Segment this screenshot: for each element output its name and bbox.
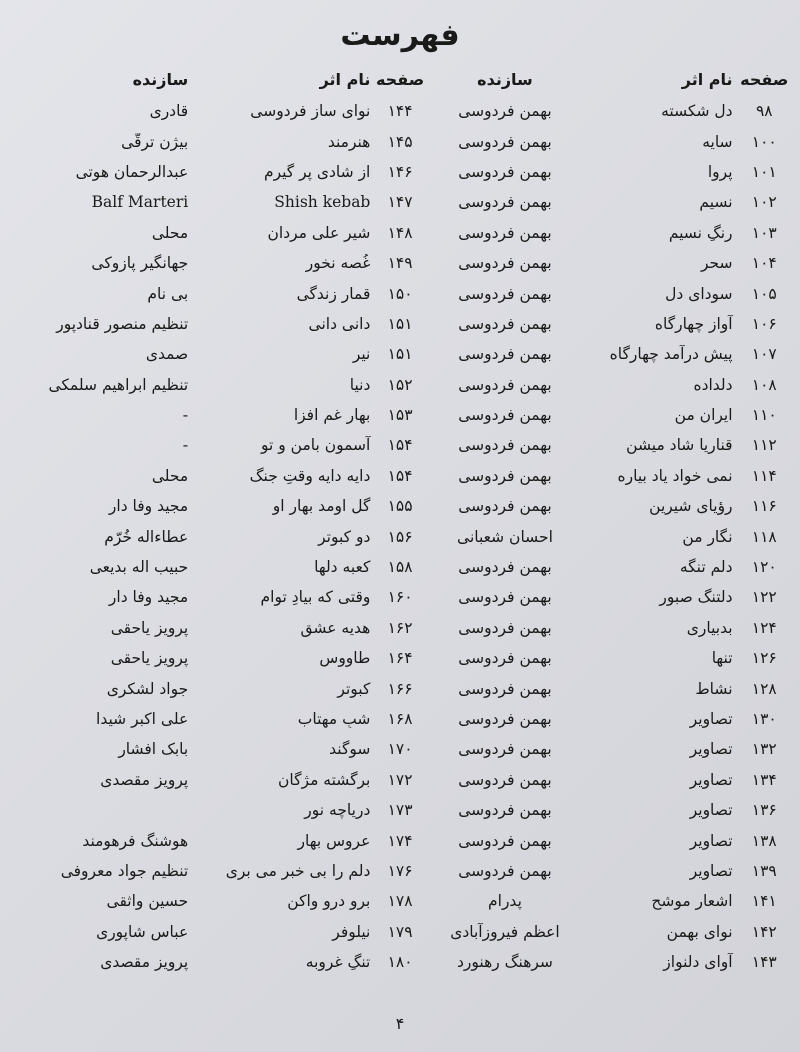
entry-name: تنها (711, 649, 733, 668)
table-header-row (20, 62, 790, 96)
entry-page: ۱۷۳ (387, 801, 413, 820)
entry-name: قناریا شاد میشن (626, 436, 733, 455)
entry-page: ۱۴۸ (387, 223, 413, 242)
entry-name: Shish kebab (274, 193, 371, 212)
entry-page: ۱۳۰ (751, 710, 777, 728)
entry-name: دلداده (693, 375, 733, 394)
entry-composer: احسان شعبانی (457, 527, 553, 546)
entry-composer: تنظیم منصور قنادپور (56, 314, 189, 333)
entry-name: نیلوفر (332, 922, 371, 941)
entry-page: ۱۲۰ (751, 558, 777, 577)
entry-name: وقتی که بیادِ توام (260, 588, 371, 607)
entry-page: ۱۴۹ (387, 254, 413, 273)
entry-name: نگار من (682, 527, 733, 546)
entry-composer: بهمن فردوسی (458, 223, 552, 242)
page-title: فهرست (340, 18, 460, 53)
table-row (20, 248, 790, 278)
entry-page: ۱۲۸ (751, 679, 777, 698)
entry-name: دلم را بی خبر می بری (225, 861, 371, 880)
entry-name: پیش درآمد چهارگاه (609, 345, 733, 364)
entry-composer: جواد لشکری (106, 679, 189, 698)
entry-page: ۱۰۶ (751, 314, 777, 333)
entry-page: ۱۴۷ (387, 193, 413, 212)
entry-name: دریاچه نور (304, 801, 371, 820)
entry-page: ۱۰۵ (751, 284, 777, 303)
table-row (20, 370, 790, 400)
entry-composer: اعظم فیروزآبادی (450, 922, 560, 941)
table-row (20, 521, 790, 551)
entry-composer: بهمن فردوسی (458, 770, 552, 789)
entry-name: نسیم (699, 193, 733, 212)
entry-page: ۱۳۸ (751, 831, 777, 850)
entry-page: ۱۶۰ (387, 588, 413, 607)
entry-page: ۱۳۲ (751, 740, 777, 759)
entry-name: دل شکسته (661, 102, 733, 121)
entry-page: ۱۵۱ (387, 314, 413, 333)
entry-name: دو کبوتر (318, 527, 371, 546)
table-row (20, 856, 790, 886)
entry-composer: بهمن فردوسی (458, 710, 552, 728)
entry-name: تصاویر (689, 801, 733, 820)
index-table (20, 62, 790, 977)
entry-name: برو درو واکن (287, 892, 371, 911)
entry-composer: بهمن فردوسی (458, 558, 552, 577)
entry-page: ۹۸ (755, 102, 773, 121)
entry-page: ۱۵۳ (387, 406, 413, 425)
entry-name: تنگِ غروبه (305, 953, 371, 972)
entry-name: پروا (707, 162, 733, 181)
entry-page: ۱۵۰ (387, 284, 413, 303)
entry-page: ۱۵۲ (387, 375, 413, 394)
entry-composer: حسین واثقی (106, 892, 189, 911)
entry-composer: بهمن فردوسی (458, 375, 552, 394)
entry-composer: بهمن فردوسی (458, 345, 552, 364)
entry-name: آواز چهارگاه (654, 314, 733, 333)
entry-name: رنگِ نسیم (668, 223, 733, 242)
entry-composer: علی اکبر شیدا (96, 710, 189, 728)
page-number: ۴ (395, 1014, 405, 1033)
entry-page: ۱۷۰ (387, 740, 413, 759)
entry-page: ۱۳۴ (751, 770, 777, 789)
entry-name: سایه (702, 132, 733, 151)
entry-name: دایه دایه وقتِ جنگ (249, 466, 371, 485)
entry-page: ۱۴۵ (387, 132, 413, 151)
entry-composer: بهمن فردوسی (458, 284, 552, 303)
table-row (20, 734, 790, 764)
table-row (20, 886, 790, 916)
entry-name: قمار زندگی (296, 284, 371, 303)
entry-page: ۱۵۴ (387, 466, 413, 485)
table-row (20, 461, 790, 491)
entry-page: ۱۵۶ (387, 527, 413, 546)
entry-page: ۱۱۴ (751, 466, 777, 485)
entry-composer: بهمن فردوسی (458, 740, 552, 759)
entry-name: سوگند (329, 740, 371, 759)
table-row (20, 795, 790, 825)
entry-name: طاووس (319, 649, 371, 668)
entry-name: آوای دلنواز (663, 953, 733, 972)
entry-composer: بهمن فردوسی (458, 679, 552, 698)
entry-composer: - (182, 406, 189, 425)
entry-page: ۱۷۹ (387, 922, 413, 941)
table-row (20, 278, 790, 308)
table-row (20, 552, 790, 582)
entry-page: ۱۵۱ (387, 345, 413, 364)
table-row (20, 430, 790, 460)
entry-page: ۱۷۶ (387, 861, 413, 880)
entry-composer: بهمن فردوسی (458, 618, 552, 637)
entry-composer: قادری (149, 102, 189, 121)
table-row (20, 187, 790, 217)
entry-name: کبوتر (337, 679, 371, 698)
entry-page: ۱۶۸ (387, 710, 413, 728)
entry-name: رؤیای شیرین (649, 497, 733, 516)
table-row (20, 157, 790, 187)
entry-composer: بهمن فردوسی (458, 861, 552, 880)
entry-name: دنیا (349, 375, 371, 394)
entry-page: ۱۴۶ (387, 162, 413, 181)
entry-composer: پرویز یاحقی (110, 649, 189, 668)
entry-composer: پرویز یاحقی (110, 618, 189, 637)
table-row (20, 339, 790, 369)
table-row (20, 126, 790, 156)
entry-composer: بهمن فردوسی (458, 193, 552, 212)
entry-name: سحر (701, 254, 733, 273)
table-body (20, 96, 790, 977)
entry-composer: پرویز مقصدی (100, 770, 189, 789)
entry-name: غُصه نخور (305, 254, 371, 273)
entry-name: نشاط (695, 679, 733, 698)
entry-composer: بهمن فردوسی (458, 406, 552, 425)
entry-name: سودای دل (665, 284, 733, 303)
entry-page: ۱۳۹ (751, 861, 777, 880)
entry-composer: پدرام (488, 892, 522, 911)
entry-composer: صمدی (145, 345, 189, 364)
header-page: صفحه (740, 69, 789, 89)
entry-name: نمی خواد یاد بیاره (617, 466, 733, 485)
entry-composer: بهمن فردوسی (458, 254, 552, 273)
entry-page: ۱۲۶ (751, 649, 777, 668)
entry-composer: عطاءاله خُرّم (104, 527, 189, 546)
entry-composer: بهمن فردوسی (458, 132, 552, 151)
entry-name: اشعار موشح (651, 892, 733, 911)
entry-name: دانی دانی (308, 314, 371, 333)
header-page: صفحه (375, 69, 425, 89)
entry-name: نوای بهمن (666, 922, 733, 941)
entry-name: شیر علی مردان (267, 223, 371, 242)
entry-composer: تنظیم جواد معروفی (60, 861, 189, 880)
entry-composer: بهمن فردوسی (458, 801, 552, 820)
table-row (20, 643, 790, 673)
entry-composer: بهمن فردوسی (458, 102, 552, 121)
entry-composer: بهمن فردوسی (458, 497, 552, 516)
entry-name: دلم تنگه (679, 558, 733, 577)
entry-page: ۱۵۸ (387, 558, 413, 577)
entry-page: ۱۶۲ (387, 618, 413, 637)
entry-name: تصاویر (689, 861, 733, 880)
entry-composer: محلی (151, 223, 189, 242)
entry-composer: بیژن ترقّی (121, 132, 189, 151)
entry-composer: بهمن فردوسی (458, 162, 552, 181)
entry-name: کعبه دلها (314, 558, 371, 577)
entry-name: نوای ساز فردوسی (250, 102, 371, 121)
table-row (20, 96, 790, 126)
table-row (20, 309, 790, 339)
header-composer: سازنده (477, 69, 533, 89)
entry-page: ۱۶۴ (387, 649, 413, 668)
entry-composer: تنظیم ابراهیم سلمکی (48, 375, 189, 394)
entry-composer: پرویز مقصدی (100, 953, 189, 972)
table-row (20, 400, 790, 430)
entry-composer: بی نام (147, 284, 189, 303)
entry-name: بدبیاری (686, 618, 733, 637)
entry-page: ۱۱۸ (751, 527, 777, 546)
entry-composer: عباس شاپوری (96, 922, 189, 941)
entry-page: ۱۵۵ (387, 497, 413, 516)
entry-composer: بهمن فردوسی (458, 436, 552, 455)
entry-name: تصاویر (689, 740, 733, 759)
entry-page: ۱۷۲ (387, 770, 413, 789)
entry-composer: مجید وفا دار (108, 588, 189, 607)
entry-composer: بهمن فردوسی (458, 466, 552, 485)
entry-page: ۱۲۲ (751, 588, 777, 607)
table-row (20, 825, 790, 855)
table-row (20, 917, 790, 947)
header-name: نام اثر (681, 69, 733, 89)
entry-composer: بهمن فردوسی (458, 314, 552, 333)
entry-name: تصاویر (689, 770, 733, 789)
entry-name: برگشته مژگان (278, 770, 371, 789)
table-row (20, 673, 790, 703)
entry-composer: عبدالرحمان هوتی (75, 162, 189, 181)
entry-page: ۱۱۶ (751, 497, 777, 516)
entry-page: ۱۷۴ (387, 831, 413, 850)
entry-page: ۱۸۰ (387, 953, 413, 972)
entry-composer: سرهنگ رهنورد (457, 953, 553, 972)
entry-name: گل اومد بهار او (272, 497, 371, 516)
entry-name: تصاویر (689, 831, 733, 850)
entry-composer: مجید وفا دار (108, 497, 189, 516)
entry-page: ۱۰۳ (751, 223, 777, 242)
header-name: نام اثر (319, 69, 371, 89)
entry-name: نیر (352, 345, 371, 364)
entry-name: هنرمند (327, 132, 371, 151)
entry-composer: بهمن فردوسی (458, 649, 552, 668)
entry-composer: Balf Marteri (91, 193, 189, 212)
entry-page: ۱۷۸ (387, 892, 413, 911)
entry-page: ۱۳۶ (751, 801, 777, 820)
entry-name: دلتنگ صبور (659, 588, 733, 607)
entry-composer: محلی (151, 466, 189, 485)
entry-composer: بهمن فردوسی (458, 831, 552, 850)
entry-composer: هوشنگ فرهومند (82, 831, 189, 850)
entry-page: ۱۶۶ (387, 679, 413, 698)
entry-name: تصاویر (689, 710, 733, 728)
entry-page: ۱۴۱ (751, 892, 777, 911)
entry-name: عروس بهار (297, 831, 371, 850)
table-row (20, 218, 790, 248)
entry-composer: حبیب اله بدیعی (89, 558, 189, 577)
entry-page: ۱۱۰ (751, 406, 777, 425)
entry-page: ۱۰۱ (751, 162, 777, 181)
table-row (20, 765, 790, 795)
entry-composer: جهانگیر پازوکی (91, 254, 189, 273)
entry-name: شبِ مهتاب (297, 710, 371, 728)
entry-page: ۱۰۲ (751, 193, 777, 212)
entry-page: ۱۰۷ (751, 345, 777, 364)
entry-page: ۱۵۴ (387, 436, 413, 455)
entry-composer: بهمن فردوسی (458, 588, 552, 607)
entry-page: ۱۴۴ (387, 102, 413, 121)
entry-composer: - (182, 436, 189, 455)
header-composer: سازنده (132, 69, 189, 89)
entry-name: از شادی پر گیرم (263, 162, 371, 181)
entry-page: ۱۰۸ (751, 375, 777, 394)
entry-page: ۱۴۲ (751, 922, 777, 941)
entry-name: هدیه عشق (300, 618, 371, 637)
entry-composer: بابک افشار (118, 740, 189, 759)
entry-page: ۱۰۴ (751, 254, 777, 273)
table-row (20, 491, 790, 521)
entry-page: ۱۰۰ (751, 132, 777, 151)
entry-page: ۱۴۳ (751, 953, 777, 972)
table-row (20, 947, 790, 977)
entry-page: ۱۱۲ (751, 436, 777, 455)
table-row (20, 613, 790, 643)
entry-name: بهار غم افزا (293, 406, 371, 425)
entry-page: ۱۲۴ (751, 618, 777, 637)
table-row (20, 704, 790, 734)
entry-name: آسمون بامن و تو (260, 436, 371, 455)
entry-name: ایرانِ من (674, 406, 733, 425)
table-row (20, 582, 790, 612)
